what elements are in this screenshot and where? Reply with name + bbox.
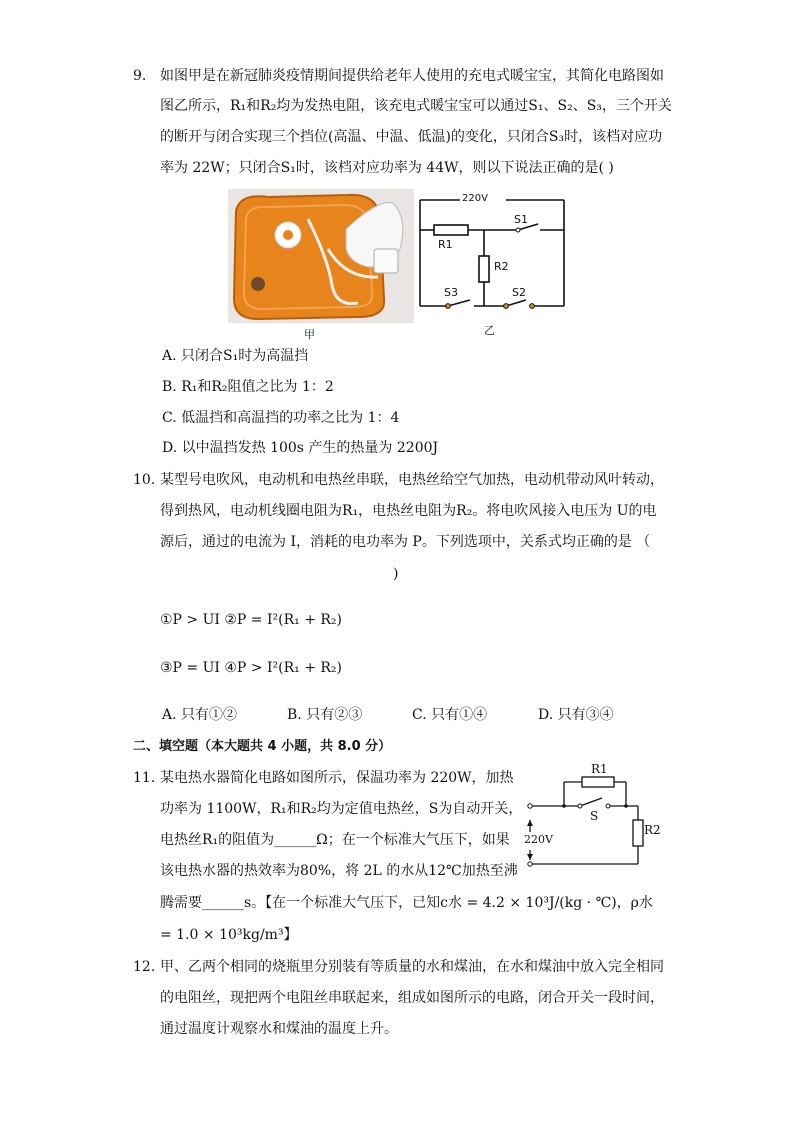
circuit-diagram [418,190,570,312]
option-d[interactable]: D. 只有③④ [538,707,614,723]
question-text-line: 某型号电吹风，电动机和电热丝串联，电热丝给空气加热，电动机带动风叶转动， [160,472,664,488]
question-text-line: = 1.0 × 10³kg/m³】 [160,927,298,943]
voltage-label: 220V [462,193,488,204]
option-c[interactable]: C. 只有①④ [412,707,488,723]
s2-label: S2 [512,286,526,299]
question-text-line: 该电热水器的热效率为80%，将 2L 的水从12℃加热至沸 [160,863,518,879]
figure-caption-jia: 甲 [304,328,315,341]
question-text-line: 甲、乙两个相同的烧瓶里分别装有等质量的水和煤油，在水和煤油中放入完全相同 [160,959,664,975]
question-text-line: 的电阻丝，现把两个电阻丝串联起来，组成如图所示的电路，闭合开关一段时间， [160,990,664,1006]
option-a[interactable]: A. 只闭合S₁时为高温挡 [162,348,309,364]
r2-label: R2 [494,260,509,273]
option-b[interactable]: B. 只有②③ [287,707,363,723]
s1-label: S1 [514,213,528,226]
r2-label: R2 [644,823,661,837]
question-text-line: 电热丝R₁的阻值为______Ω；在一个标准大气压下，如果 [160,832,510,848]
figure-caption-yi: 乙 [484,324,495,337]
question-text-line: 如图甲是在新冠肺炎疫情期间提供给老年人使用的充电式暖宝宝，其简化电路图如 [160,68,664,84]
option-b[interactable]: B. R₁和R₂阻值之比为 1：2 [162,379,334,395]
question-text-line: 得到热风，电动机线圈电阻为R₁，电热丝电阻为R₂。将电吹风接入电压为 U的电 [160,503,657,519]
question-text-line: 源后，通过的电流为 I，消耗的电功率为 P。下列选项中，关系式均正确的是 （ [160,534,651,550]
switch-s-label: S [590,809,599,823]
formula-row: ③P = UI ④P > I²(R₁ + R₂) [160,660,342,676]
question-text-line: 某电热水器简化电路如图所示，保温功率为 220W，加热 [160,770,514,786]
formula-row: ①P > UI ②P = I²(R₁ + R₂) [160,612,342,628]
r1-label: R1 [591,762,608,776]
r1-label: R1 [438,238,453,251]
option-c[interactable]: C. 低温挡和高温挡的功率之比为 1：4 [162,410,400,426]
question-text-line: ) [393,566,399,582]
question-text-line: 率为 22W；只闭合S₁时，该档对应功率为 44W，则以下说法正确的是( ) [160,160,614,176]
section-title: 二、填空题（本大题共 4 小题，共 8.0 分） [133,739,392,754]
question-text-line: 腾需要______s。【在一个标准大气压下，已知c水 = 4.2 × 10³J/(kg · ℃)，ρ水 [160,895,653,911]
question-number: 9. [133,68,147,84]
option-a[interactable]: A. 只有①② [162,707,238,723]
hand-warmer-photo [228,189,414,323]
question-number: 11. [133,770,156,786]
circuit-diagram [520,764,660,874]
question-text-line: 图乙所示，R₁和R₂均为发热电阻，该充电式暖宝宝可以通过S₁、S₂、S₃，三个开关 [160,98,672,114]
question-number: 12. [133,959,156,975]
option-d[interactable]: D. 以中温挡发热 100s 产生的热量为 2200J [162,440,439,456]
voltage-label: 220V [524,833,553,846]
question-text-line: 的断开与闭合实现三个挡位(高温、中温、低温)的变化，只闭合S₃时，该档对应功 [160,129,663,145]
question-number: 10. [133,472,156,488]
question-text-line: 功率为 1100W，R₁和R₂均为定值电热丝，S为自动开关， [160,801,523,817]
s3-label: S3 [444,286,458,299]
question-text-line: 通过温度计观察水和煤油的温度上升。 [160,1021,398,1037]
